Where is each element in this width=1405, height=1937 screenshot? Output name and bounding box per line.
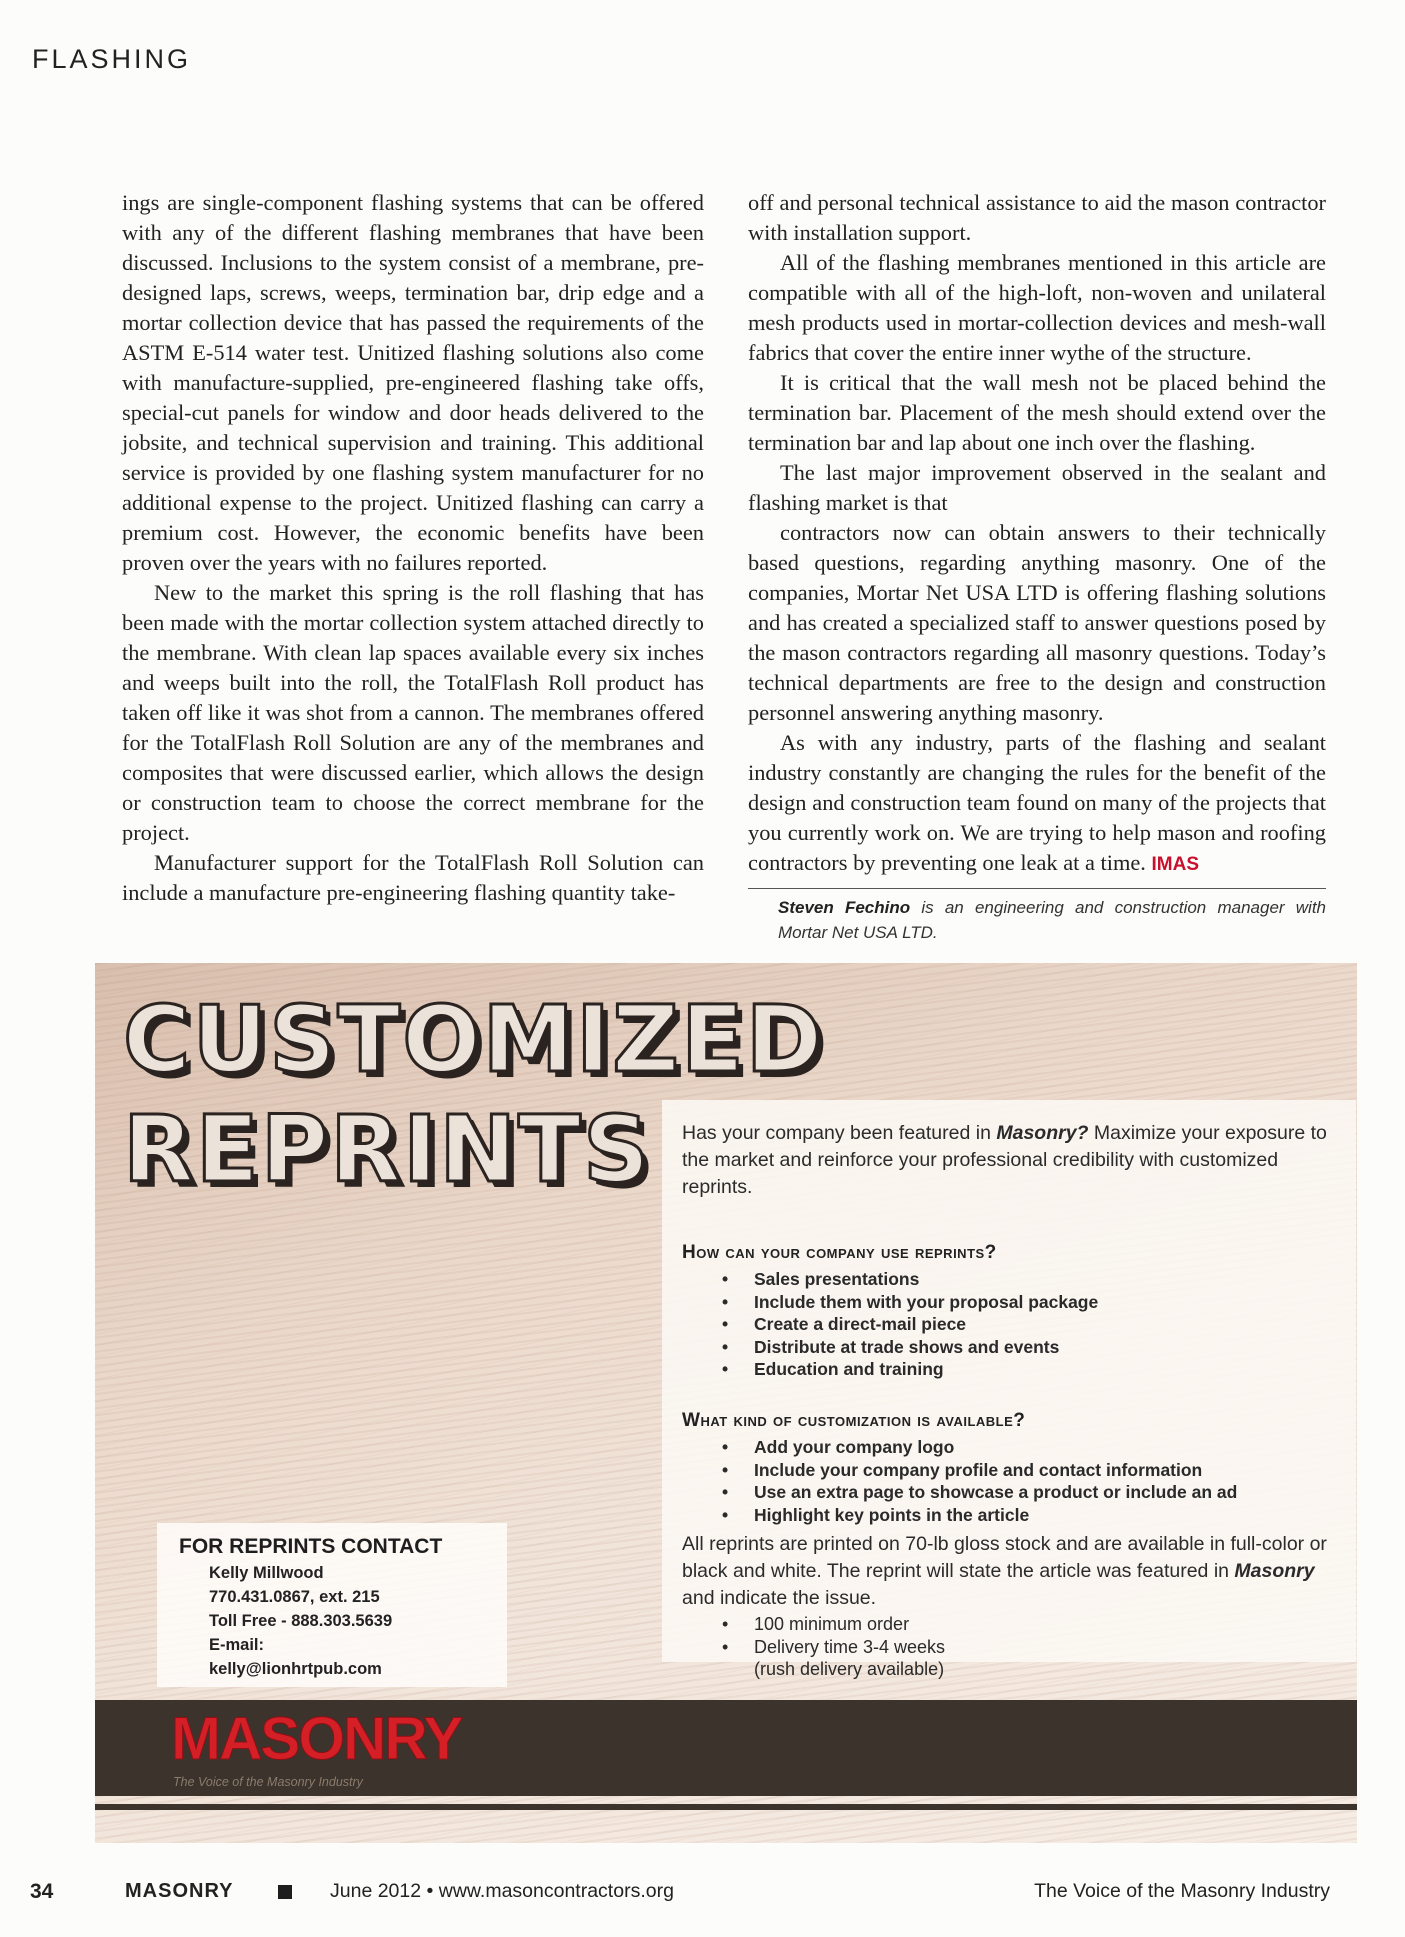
article-left-column: [122, 188, 704, 908]
author-name: Steven Fechino: [778, 898, 911, 917]
ad-intro: [682, 1120, 1332, 1201]
author-bio: [748, 895, 1326, 945]
contact-email[interactable]: kelly@lionhrtpub.com: [209, 1660, 382, 1678]
list-item: • Include them with your proposal package: [722, 1291, 1098, 1314]
ad-question-text: ow can your company use reprints?: [696, 1242, 997, 1263]
ad-footnote: [682, 1531, 1342, 1612]
article-paragraph: New to the market this spring is the roll flashing that has been made with the mortar collection system attached directly to the membrane. With clean lap spaces available every six inches and weeps built into the roll, the TotalFlash Roll product has taken off like it was shot from a cannon. The membranes offered for the TotalFlash Roll Solution are any of the membranes and composites that were discussed earlier, which allows the design or construction team to choose the correct membrane for the project.: [122, 580, 704, 845]
reprints-advertisement: [95, 963, 1357, 1843]
ad-question-customization: [682, 1410, 1025, 1432]
ad-intro-text: Has your company been featured in: [682, 1122, 997, 1144]
bio-divider: [748, 888, 1326, 889]
ad-question-initial: H: [682, 1242, 697, 1263]
ad-title: CUSTOMIZED REPRINTS: [123, 986, 825, 1203]
footer-square-icon: [278, 1885, 292, 1899]
ad-bottom-rule: [95, 1804, 1357, 1810]
end-tag: IMAS: [1151, 854, 1200, 875]
article-paragraph: ings are single-component flashing systems that can be offered with any of the different flashing membranes that have been discussed. Inclusions to the system consist of a membrane, pre-designed laps, screws, weeps, termination bar, drip edge and a mortar collection device that has passed the requirements of the ASTM E-514 water test. Unitized flashing solutions also come with manufacture-supplied, pre-engineered flashing take offs, special-cut panels for window and door heads delivered to the jobsite, and technical supervision and training. This additional service is provided by one flashing system manufacturer for no additional expense to the project. Unitized flashing can carry a premium cost. However, the economic benefits have been proven over the years with no failures reported.: [122, 190, 704, 575]
author-bio-text: is an engineering and construction manager with Mortar Net USA LTD.: [778, 898, 1327, 942]
ad-question-initial: W: [682, 1410, 701, 1431]
list-item: • Distribute at trade shows and events: [722, 1336, 1098, 1359]
footer-tagline: The Voice of the Masonry Industry: [1034, 1880, 1330, 1902]
reprints-contact-box: [157, 1523, 507, 1687]
ad-question-uses: [682, 1242, 997, 1264]
page-number: 34: [30, 1880, 54, 1903]
ad-intro-text: Maximize your exposure to the market and reinforce your professional credibility with customized reprints.: [682, 1122, 1327, 1198]
magazine-name: Masonry: [1234, 1560, 1315, 1582]
list-item: • Create a direct-mail piece: [722, 1313, 1098, 1336]
contact-tollfree: Toll Free - 888.303.5639: [209, 1612, 393, 1630]
magazine-name: Masonry?: [996, 1122, 1089, 1144]
masonry-logo: MASONRY: [171, 1705, 462, 1772]
list-item: • 100 minimum order: [722, 1613, 945, 1636]
contact-phone: 770.431.0867, ext. 215: [209, 1588, 380, 1606]
ad-footnote-text: and indicate the issue.: [682, 1587, 877, 1609]
footer-magazine-name: MASONRY: [125, 1880, 234, 1902]
section-label: FLASHING: [32, 44, 192, 74]
delivery-note: (rush delivery available): [754, 1659, 945, 1679]
contact-email-label: E-mail:: [209, 1636, 265, 1654]
list-item: • Include your company profile and contact information: [722, 1459, 1237, 1482]
article-paragraph: Manufacturer support for the TotalFlash Roll Solution can include a manufacture pre-engineering flashing quantity take-: [122, 850, 704, 905]
contact-title: FOR REPRINTS CONTACT: [179, 1535, 443, 1558]
article-paragraph: [748, 728, 1326, 880]
ad-footnote-text: All reprints are printed on 70-lb gloss stock and are available in full-color or black and white. The reprint will state the article was featured in: [682, 1533, 1327, 1582]
list-item: • Sales presentations: [722, 1268, 1098, 1291]
page-footer: [30, 1880, 1330, 1910]
list-item: • Highlight key points in the article: [722, 1504, 1237, 1527]
delivery-time: Delivery time 3-4 weeks: [754, 1636, 946, 1657]
ad-info-box: [662, 1100, 1356, 1679]
article-paragraph: It is critical that the wall mesh not be placed behind the termination bar. Placement of the mesh should extend over the termination bar and lap about one inch over the flashing.: [748, 370, 1326, 455]
list-item: • Add your company logo: [722, 1436, 1237, 1459]
ad-order-list: [722, 1613, 945, 1681]
footer-date-url[interactable]: June 2012 • www.masoncontractors.org: [330, 1880, 674, 1902]
article-paragraph: All of the flashing membranes mentioned in this article are compatible with all of the high-loft, non-woven and unilateral mesh products used in mortar-collection devices and mesh-wall fabrics that cover the entire inner wythe of the structure.: [748, 250, 1326, 365]
list-item: • Education and training: [722, 1358, 1098, 1381]
article-right-column: [748, 188, 1326, 945]
list-item: • Use an extra page to showcase a product or include an ad: [722, 1481, 1237, 1504]
article-paragraph: contractors now can obtain answers to their technically based questions, regarding anything masonry. One of the companies, Mortar Net USA LTD is offering flashing solutions and has created a specialized staff to answer questions posed by the mason contractors regarding all masonry questions. Today’s technical departments are free to the design and construction personnel answering anything masonry.: [748, 520, 1326, 725]
article-paragraph: The last major improvement observed in the sealant and flashing market is that: [748, 460, 1326, 515]
article-paragraph: off and personal technical assistance to aid the mason contractor with installation support.: [748, 190, 1326, 245]
contact-name: Kelly Millwood: [209, 1564, 324, 1582]
article-closing-text: As with any industry, parts of the flashing and sealant industry constantly are changing the rules for the benefit of the design and construction team found on many of the projects that you currently work on. We are trying to help mason and roofing contractors by preventing one leak at a time.: [748, 730, 1326, 875]
ad-customization-list: [722, 1436, 1237, 1526]
logo-tagline: The Voice of the Masonry Industry: [173, 1775, 363, 1789]
list-item: [722, 1636, 945, 1681]
ad-question-text: hat kind of customization is available?: [700, 1410, 1026, 1431]
ad-uses-list: [722, 1268, 1098, 1381]
